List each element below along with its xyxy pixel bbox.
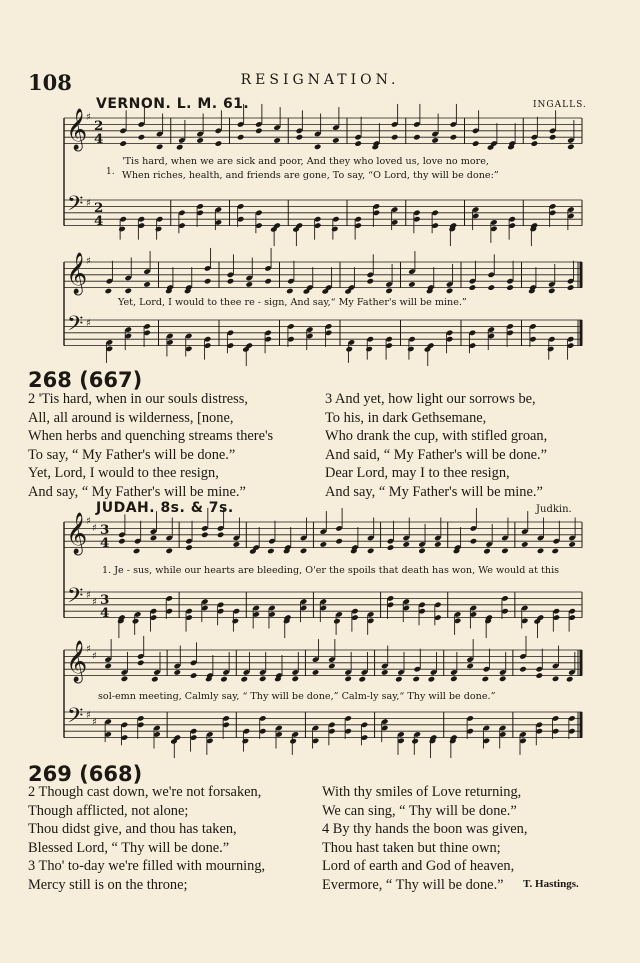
note-head [233,541,241,548]
note-head [366,278,374,285]
note-head [333,618,341,625]
hymn-number: 268 (667) [28,368,143,392]
note-head [418,548,426,555]
note-head [547,346,555,353]
tune-title-vernon: VERNON. L. M. 61. [96,96,250,112]
note-head [204,278,212,285]
note-head [143,281,151,288]
note-head [138,134,146,141]
note-head [407,346,415,353]
verse-line: With thy smiles of Love returning, [322,784,522,800]
note-head [259,676,267,683]
note-head [328,663,336,670]
bass-clef-icon: 𝄢 [67,703,84,734]
note-head [567,144,575,151]
verse-line: Mercy still is on the throne; [28,876,188,893]
note-head [450,676,458,683]
verse-line: When herbs and quenching streams there's [28,428,274,444]
note-head [332,137,340,144]
note-head [472,140,480,147]
tune-title-judah: JUDAH. 8s. & 7s. [96,500,234,516]
note-head [119,140,127,147]
note-head [296,134,304,141]
verse-line: 2 Though cast down, we're not forsaken, [28,784,262,800]
bass-clef-icon: 𝄢 [67,191,84,222]
note-head [176,144,184,151]
note-head [312,669,320,676]
note-head [450,134,458,141]
verse-line: Dear Lord, may I to thee resign, [325,465,510,481]
note-head [121,676,129,683]
note-head [289,738,297,745]
note-head [237,134,245,141]
verse-line: Blessed Lord, “ Thy will be done.” [28,839,230,856]
composer-judkin: Judkin. [536,504,572,515]
lyric-line: Yet, Lord, I would to thee re - sign, And say,“ My Father's will be mine.” [118,297,467,308]
note-head [483,548,491,555]
sharp-icon: ♯ [86,318,91,329]
note-head [470,538,478,545]
time-signature: 2 [94,200,104,217]
note-head [531,140,539,147]
verse-line: And say, “ My Father's will be mine.” [28,483,246,500]
lyric-line: When riches, health, and friends are gone, To say, “O Lord, thy will be done:” [122,170,499,181]
note-head [395,676,403,683]
note-head [345,346,353,353]
verse-line: Lord of earth and God of heaven, [322,858,515,874]
note-head [566,676,574,683]
verse-line: To his, in dark Gethsemane, [325,409,487,426]
note-head [124,288,132,295]
verse-line: And said, “ My Father's will be done.” [325,446,548,463]
note-head [240,676,248,683]
note-head [118,538,126,545]
running-head: RESIGNATION. [240,72,400,88]
note-head [201,532,209,539]
note-head [217,532,225,539]
note-head [104,663,112,670]
bass-clef-icon: 𝄢 [67,583,84,614]
note-head [291,676,299,683]
note-head [185,544,193,551]
note-head [434,541,442,548]
sharp-icon: ♯ [92,523,97,534]
note-head [220,676,228,683]
note-head [118,226,126,233]
note-head [381,669,389,676]
note-head [232,618,240,625]
time-signature: 4 [100,604,110,621]
note-head [215,140,223,147]
time-signature: 3 [100,522,110,539]
sharp-icon: ♯ [86,516,91,527]
note-head [286,288,294,295]
verse-line: To say, “ My Father's will be done.” [28,446,236,463]
sharp-icon: ♯ [86,644,91,655]
verse-line: We can sing, “ Thy will be done.” [322,802,517,819]
verse-line: Who drank the cup, with stifled groan, [325,428,548,444]
note-head [155,226,163,233]
note-head [255,128,263,135]
verse-number: 1. [106,167,115,177]
note-head [408,281,416,288]
verse-line: 3 Tho' to-day we're filled with mourning, [28,858,266,874]
note-head [469,284,477,291]
note-head [267,548,275,555]
note-head [242,738,250,745]
verse-line: Yet, Lord, I would to thee resign, [28,465,219,481]
verse-line: Thou didst give, and thou has taken, [28,821,237,837]
note-head [105,288,113,295]
note-head [300,548,308,555]
verse-line: All, all around is wilderness, [none, [28,409,234,426]
sharp-icon: ♯ [92,717,97,728]
note-head [568,541,576,548]
hymn-269-left-column [28,783,265,894]
note-head [344,676,352,683]
note-head [354,140,362,147]
time-signature: 2 [94,118,104,135]
note-head [482,676,490,683]
note-head [137,660,145,667]
note-head [133,548,141,555]
note-head [391,134,399,141]
treble-clef-icon: 𝄞 [66,513,88,555]
verse-line: And say, “ My Father's will be mine.” [325,483,543,500]
hymn-268-left-column [28,390,273,501]
note-head [358,676,366,683]
note-head [367,548,375,555]
hymn-269-right-column [322,783,527,894]
sharp-icon: ♯ [86,256,91,267]
note-head [446,288,454,295]
note-head [551,548,559,555]
note-head [227,278,235,285]
verse-line: 4 By thy hands the boon was given, [322,821,528,837]
hymn-number: 269 (668) [28,762,143,786]
lyric-line: 1. Je - sus, while our hearts are bleeding, O'er the spoils that death has won, We would at this [102,565,560,576]
time-signature: 4 [100,534,110,551]
verse-line: Though afflicted, not alone; [28,802,189,819]
note-head [402,541,410,548]
attribution: T. Hastings. [523,878,579,890]
treble-clef-icon: 𝄞 [66,641,88,683]
note-head [552,676,560,683]
sharp-icon: ♯ [86,590,91,601]
time-signature: 4 [94,130,104,147]
verse-line: Thou hast taken but thine own; [322,839,501,856]
note-head [501,548,509,555]
treble-clef-icon: 𝄞 [66,253,88,295]
note-head [487,284,495,291]
sharp-icon: ♯ [86,710,91,721]
note-head [190,672,198,679]
note-head [537,548,545,555]
time-signature: 4 [94,212,104,229]
note-head [165,548,173,555]
note-head [506,284,514,291]
note-head [365,346,373,353]
note-head [331,226,339,233]
note-head [245,281,253,288]
note-head [387,544,395,551]
note-head [567,284,575,291]
hymn-268-right-column [325,390,547,501]
sharp-icon: ♯ [92,651,97,662]
verse-line: Evermore, “ Thy will be done.” [322,876,504,893]
verse-line: 3 And yet, how light our sorrows be, [325,391,536,407]
note-head [548,288,556,295]
sharp-icon: ♯ [86,198,91,209]
note-head [549,134,557,141]
note-head [151,676,159,683]
note-head [521,541,529,548]
note-head [385,288,393,295]
note-head [173,669,181,676]
page-number: 108 [28,70,72,95]
time-signature: 3 [100,592,110,609]
note-head [413,134,421,141]
lyric-line: sol-emn meeting, Calmly say, “ Thy will be done,” Calm-ly say,“ Thy will be done.” [98,691,496,702]
note-head [412,676,420,683]
note-head [499,676,507,683]
note-head [132,618,140,625]
sharp-icon: ♯ [92,597,97,608]
note-head [428,676,436,683]
note-head [466,663,474,670]
note-head [156,144,164,151]
note-head [535,672,543,679]
composer-ingalls: INGALLS. [533,100,587,110]
note-head [335,538,343,545]
note-head [273,137,281,144]
note-head [431,137,439,144]
lyric-line: 'Tis hard, when we are sick and poor, And they who loved us, love no more, [122,156,489,167]
note-head [150,535,158,542]
note-head [264,278,272,285]
note-head [320,541,328,548]
note-head [314,144,322,151]
verse-line: 2 'Tis hard, when in our souls distress, [28,391,248,407]
note-head [411,738,419,745]
note-head [196,137,204,144]
bass-clef-icon: 𝄢 [67,311,84,342]
sharp-icon: ♯ [86,112,91,123]
treble-clef-icon: 𝄞 [66,109,88,151]
note-head [519,666,527,673]
